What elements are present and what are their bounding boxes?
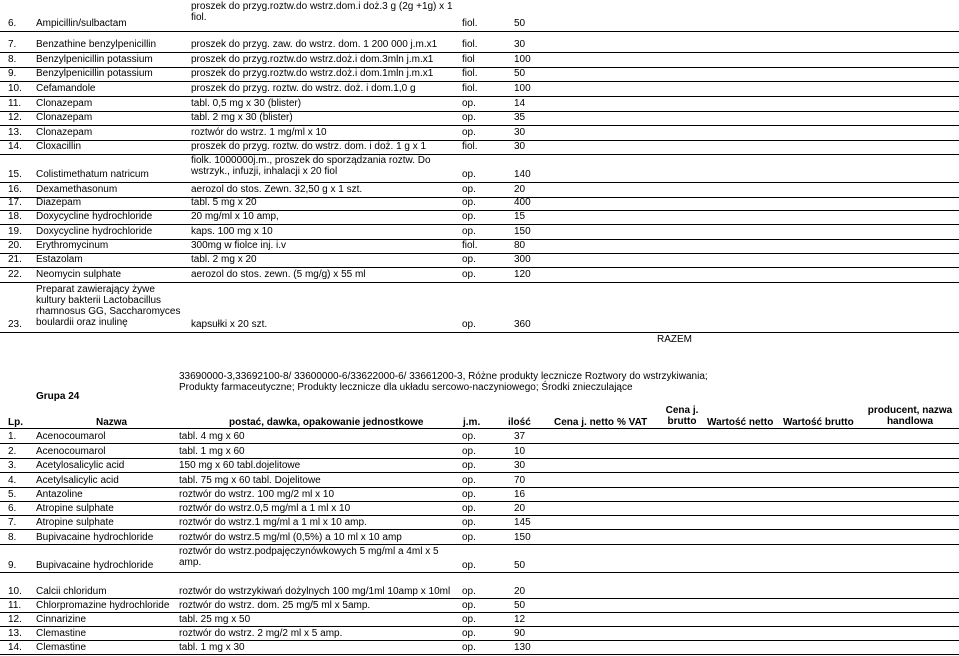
row-jm: fiol.	[462, 68, 478, 79]
row-line	[0, 598, 959, 599]
row-line	[0, 52, 959, 53]
row-form: tabl. 1 mg x 30	[179, 642, 245, 653]
row-jm: op.	[462, 319, 476, 330]
row-name: Acenocoumarol	[36, 446, 106, 457]
row-form: proszek do przyg.roztw.do wstrz.dom.i doż.3 g (2g +1g) x 1 fiol.	[191, 1, 453, 23]
row-lp: 14.	[8, 642, 22, 653]
header-lp: Lp.	[8, 417, 23, 428]
row-jm: op.	[462, 169, 476, 180]
row-jm: op.	[462, 614, 476, 625]
row-jm: op.	[462, 560, 476, 571]
row-name: Acetylsalicylic acid	[36, 475, 119, 486]
row-form: kaps. 100 mg x 10	[191, 226, 273, 237]
row-name: Atropine sulphate	[36, 503, 114, 514]
row-name: Ampicillin/sulbactam	[36, 18, 127, 29]
row-form: tabl. 25 mg x 50	[179, 614, 251, 625]
row-line	[0, 154, 959, 155]
row-line	[0, 253, 959, 254]
row-lp: 3.	[8, 460, 17, 471]
row-form: proszek do przyg. roztw. do wstrz. dom. i doż. 1 g x 1	[191, 141, 427, 152]
row-lp: 11.	[8, 98, 22, 109]
row-qty: 10	[514, 446, 526, 457]
row-name: Doxycycline hydrochloride	[36, 211, 153, 222]
row-form: roztwór do wstrz. 2 mg/2 ml x 5 amp.	[179, 628, 343, 639]
row-name: Cinnarizine	[36, 614, 87, 625]
razem-label: RAZEM	[657, 334, 692, 345]
row-line	[0, 529, 959, 530]
row-line	[0, 125, 959, 126]
row-line	[0, 31, 959, 32]
row-qty: 30	[514, 460, 526, 471]
row-qty: 35	[514, 112, 526, 123]
row-name: Erythromycinum	[36, 240, 109, 251]
row-form: proszek do przyg. zaw. do wstrz. dom. 1 200 000 j.m.x1	[191, 39, 438, 50]
row-jm: op.	[462, 211, 476, 222]
row-qty: 30	[514, 39, 526, 50]
row-jm: fiol.	[462, 18, 478, 29]
row-name: Cefamandole	[36, 83, 96, 94]
row-jm: fiol	[462, 54, 475, 65]
row-lp: 12.	[8, 614, 22, 625]
row-form: 20 mg/ml x 10 amp,	[191, 211, 279, 222]
row-line	[0, 458, 959, 459]
row-line	[0, 612, 959, 613]
row-qty: 120	[514, 269, 531, 280]
row-jm: op.	[462, 532, 476, 543]
row-form: roztwór do wstrzykiwań dożylnych 100 mg/1ml 10amp x 10ml	[179, 586, 451, 597]
row-lp: 10.	[8, 586, 22, 597]
row-jm: fiol.	[462, 39, 478, 50]
row-line	[0, 443, 959, 444]
row-lp: 8.	[8, 532, 17, 543]
row-lp: 23.	[8, 319, 22, 330]
row-form: proszek do przyg.roztw.do wstrz.doż.i dom.3mln j.m.x1	[191, 54, 434, 65]
row-line	[0, 182, 959, 183]
row-qty: 140	[514, 169, 531, 180]
row-form: tabl. 0,5 mg x 30 (blister)	[191, 98, 302, 109]
row-jm: op.	[462, 446, 476, 457]
row-qty: 400	[514, 197, 531, 208]
row-line	[0, 544, 959, 545]
header-qty: ilość	[508, 417, 531, 428]
row-name: Clonazepam	[36, 112, 93, 123]
row-line	[0, 282, 959, 283]
row-form: roztwór do wstrz. 100 mg/2 ml x 10	[179, 489, 335, 500]
row-jm: op.	[462, 642, 476, 653]
row-lp: 21.	[8, 254, 22, 265]
header-vat: % VAT	[617, 417, 648, 428]
row-jm: op.	[462, 112, 476, 123]
row-name: Dexamethasonum	[36, 184, 118, 195]
row-lp: 10.	[8, 83, 22, 94]
row-name: Benzylpenicillin potassium	[36, 68, 153, 79]
row-name: Cloxacillin	[36, 141, 82, 152]
row-qty: 145	[514, 517, 531, 528]
row-jm: op.	[462, 600, 476, 611]
row-name: Benzathine benzylpenicillin	[36, 39, 157, 50]
row-lp: 13.	[8, 628, 22, 639]
row-qty: 90	[514, 628, 526, 639]
header-wart-netto: Wartość netto	[707, 417, 774, 428]
row-line	[0, 140, 959, 141]
row-form: tabl. 75 mg x 60 tabl. Dojelitowe	[179, 475, 321, 486]
row-name: Acetylosalicylic acid	[36, 460, 125, 471]
row-form: roztwór do wstrz. dom. 25 mg/5 ml x 5amp.	[179, 600, 371, 611]
row-line	[0, 501, 959, 502]
header-bottom-line	[0, 428, 959, 429]
row-name: Diazepam	[36, 197, 82, 208]
row-jm: op.	[462, 197, 476, 208]
row-line	[0, 640, 959, 641]
row-form: roztwór do wstrz.0,5 mg/ml a 1 ml x 10	[179, 503, 351, 514]
row-qty: 300	[514, 254, 531, 265]
row-lp: 1.	[8, 431, 17, 442]
row-lp: 19.	[8, 226, 22, 237]
row-form: kapsułki x 20 szt.	[191, 319, 268, 330]
row-jm: op.	[462, 254, 476, 265]
row-name: Preparat zawierający żywe kultury bakterii Lactobacillus rhamnosus GG, Saccharomyces boulardii oraz inulinę	[36, 284, 181, 328]
row-form: tabl. 2 mg x 20	[191, 254, 257, 265]
row-name: Doxycycline hydrochloride	[36, 226, 153, 237]
row-jm: op.	[462, 503, 476, 514]
row-form: aerozol do stos. Zewn. 32,50 g x 1 szt.	[191, 184, 363, 195]
row-qty: 150	[514, 532, 531, 543]
header-producer: producent, nazwa handlowa	[867, 405, 953, 427]
row-form: proszek do przyg.roztw.do wstrz.doż.i dom.1mln j.m.x1	[191, 68, 434, 79]
row-lp: 2.	[8, 446, 17, 457]
row-form: tabl. 2 mg x 30 (blister)	[191, 112, 293, 123]
row-name: Clemastine	[36, 642, 87, 653]
row-name: Clemastine	[36, 628, 87, 639]
row-name: Clonazepam	[36, 98, 93, 109]
header-wart-brutto: Wartość brutto	[783, 417, 854, 428]
row-jm: op.	[462, 226, 476, 237]
row-lp: 9.	[8, 560, 17, 571]
row-jm: op.	[462, 184, 476, 195]
row-name: Estazolam	[36, 254, 83, 265]
row-lp: 22.	[8, 269, 22, 280]
row-jm: op.	[462, 628, 476, 639]
row-jm: op.	[462, 431, 476, 442]
row-form: tabl. 5 mg x 20	[191, 197, 257, 208]
row-qty: 20	[514, 586, 526, 597]
row-name: Clonazepam	[36, 127, 93, 138]
row-jm: op.	[462, 586, 476, 597]
row-qty: 360	[514, 319, 531, 330]
row-line	[0, 626, 959, 627]
row-line	[0, 654, 959, 655]
row-form: 300mg w fiolce inj. i.v	[191, 240, 287, 251]
row-qty: 30	[514, 141, 526, 152]
row-lp: 15.	[8, 169, 22, 180]
header-jm: j.m.	[463, 417, 481, 428]
row-lp: 7.	[8, 39, 17, 50]
row-name: Atropine sulphate	[36, 517, 114, 528]
row-qty: 50	[514, 600, 526, 611]
row-jm: op.	[462, 489, 476, 500]
row-jm: op.	[462, 127, 476, 138]
group-title: Grupa 24	[36, 391, 80, 402]
row-qty: 100	[514, 83, 531, 94]
row-line	[0, 332, 959, 333]
row-jm: fiol.	[462, 83, 478, 94]
row-line	[0, 224, 959, 225]
header-name: Nazwa	[96, 417, 128, 428]
row-form: roztwór do wstrz.podpajęczynówkowych 5 mg/ml a 4ml x 5 amp.	[179, 546, 439, 568]
row-name: Colistimethatum natricum	[36, 169, 149, 180]
row-form: fiolk. 1000000j.m., proszek do sporządzania roztw. Do wstrzyk., infuzji, inhalacji x 20 fiol	[191, 155, 431, 177]
row-qty: 12	[514, 614, 526, 625]
row-form: tabl. 4 mg x 60	[179, 431, 245, 442]
row-qty: 150	[514, 226, 531, 237]
row-qty: 16	[514, 489, 526, 500]
row-qty: 50	[514, 18, 526, 29]
row-jm: op.	[462, 269, 476, 280]
row-line	[0, 267, 959, 268]
row-jm: op.	[462, 517, 476, 528]
row-line	[0, 572, 959, 573]
row-lp: 13.	[8, 127, 22, 138]
row-qty: 70	[514, 475, 526, 486]
row-form: roztwór do wstrz.1 mg/ml a 1 ml x 10 amp.	[179, 517, 367, 528]
row-qty: 15	[514, 211, 526, 222]
row-name: Chlorpromazine hydrochloride	[36, 600, 170, 611]
row-lp: 20.	[8, 240, 22, 251]
row-lp: 4.	[8, 475, 17, 486]
cpv-text: 33690000-3,33692100-8/ 33600000-6/33622000-6/ 33661200-3, Różne produkty lecznicze Roztwory do wstrzykiwania; Produkty farmaceutyczne; Produkty lecznicze dla układu sercowo-naczyniowego; Środki znieczulające	[179, 371, 708, 393]
row-qty: 80	[514, 240, 526, 251]
row-qty: 20	[514, 503, 526, 514]
row-qty: 37	[514, 431, 526, 442]
row-line	[0, 81, 959, 82]
row-form: proszek do przyg. roztw. do wstrz. doż. i dom.1,0 g	[191, 83, 416, 94]
row-qty: 130	[514, 642, 531, 653]
row-lp: 6.	[8, 18, 17, 29]
row-qty: 30	[514, 127, 526, 138]
row-name: Acenocoumarol	[36, 431, 106, 442]
header-cena-netto: Cena j. netto	[554, 417, 615, 428]
row-name: Bupivacaine hydrochloride	[36, 532, 154, 543]
row-qty: 14	[514, 98, 526, 109]
row-lp: 8.	[8, 54, 17, 65]
row-lp: 11.	[8, 600, 22, 611]
row-line	[0, 472, 959, 473]
row-line	[0, 239, 959, 240]
row-lp: 5.	[8, 489, 17, 500]
row-jm: fiol.	[462, 141, 478, 152]
row-name: Benzylpenicillin potassium	[36, 54, 153, 65]
row-line	[0, 197, 959, 198]
header-form: postać, dawka, opakowanie jednostkowe	[229, 417, 424, 428]
row-qty: 100	[514, 54, 531, 65]
row-lp: 17.	[8, 197, 22, 208]
row-form: roztwór do wstrz. 1 mg/ml x 10	[191, 127, 327, 138]
row-jm: op.	[462, 460, 476, 471]
row-lp: 7.	[8, 517, 17, 528]
row-name: Calcii chloridum	[36, 586, 107, 597]
row-form: roztwór do wstrz.5 mg/ml (0,5%) a 10 ml x 10 amp	[179, 532, 402, 543]
row-jm: fiol.	[462, 240, 478, 251]
row-name: Bupivacaine hydrochloride	[36, 560, 154, 571]
row-form: aerozol do stos. zewn. (5 mg/g) x 55 ml	[191, 269, 366, 280]
row-lp: 16.	[8, 184, 22, 195]
row-jm: op.	[462, 98, 476, 109]
row-line	[0, 487, 959, 488]
row-lp: 14.	[8, 141, 22, 152]
row-qty: 20	[514, 184, 526, 195]
row-form: 150 mg x 60 tabl.dojelitowe	[179, 460, 301, 471]
row-jm: op.	[462, 475, 476, 486]
row-line	[0, 111, 959, 112]
row-line	[0, 96, 959, 97]
row-line	[0, 515, 959, 516]
row-lp: 18.	[8, 211, 22, 222]
row-lp: 9.	[8, 68, 17, 79]
row-lp: 12.	[8, 112, 22, 123]
row-qty: 50	[514, 68, 526, 79]
row-form: tabl. 1 mg x 60	[179, 446, 245, 457]
row-lp: 6.	[8, 503, 17, 514]
header-cena-brutto: Cena j. brutto	[665, 405, 699, 427]
row-name: Antazoline	[36, 489, 83, 500]
row-qty: 50	[514, 560, 526, 571]
row-name: Neomycin sulphate	[36, 269, 122, 280]
